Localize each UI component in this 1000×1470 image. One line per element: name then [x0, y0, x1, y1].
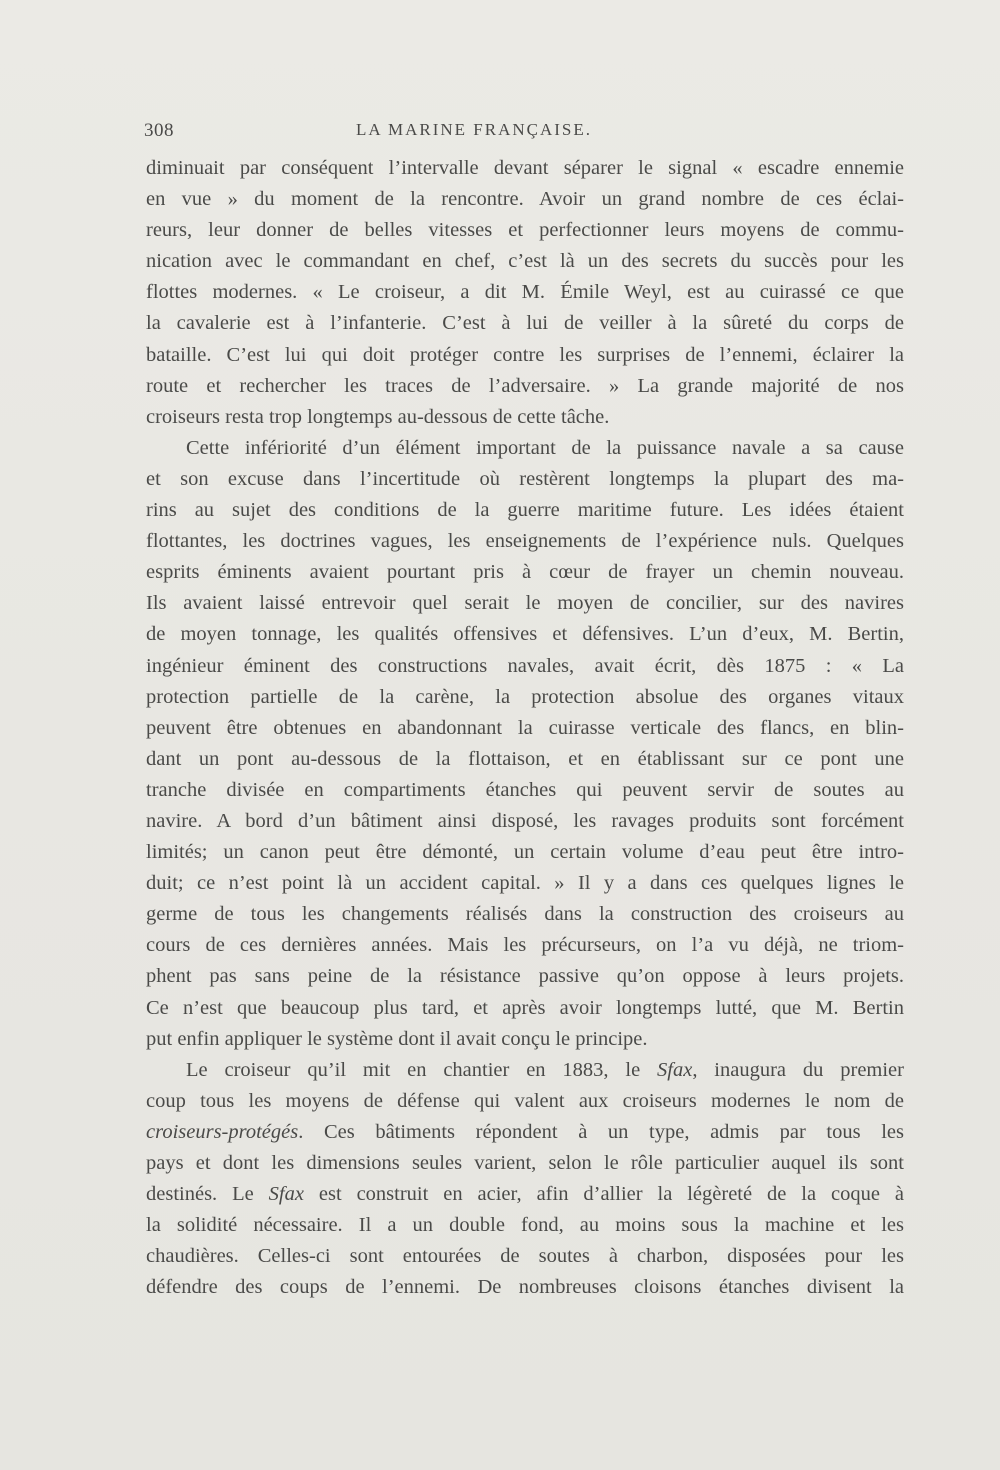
text-line: peuvent être obtenues en abandonnant la cuirasse verticale des flancs, en blin- [146, 716, 904, 739]
text-line: ingénieur éminent des constructions navales, avait écrit, dès 1875 : « La [146, 654, 904, 677]
text-line: protection partielle de la carène, la protection absolue des organes vitaux [146, 685, 904, 708]
text-line: Ce n’est que beaucoup plus tard, et après avoir longtemps lutté, que M. Bertin [146, 996, 904, 1019]
text-line: pays et dont les dimensions seules varient, selon le rôle particulier auquel ils sont [146, 1152, 904, 1174]
text-line: destinés. Le Sfax est construit en acier, afin d’allier la légèreté de la coque à [146, 1183, 904, 1206]
text-line: flottes modernes. « Le croiseur, a dit M. Émile Weyl, est au cuirassé ce que [146, 281, 904, 304]
text-line: de moyen tonnage, les qualités offensives et défensives. L’un d’eux, M. Bertin, [146, 623, 904, 646]
text-line: reurs, leur donner de belles vitesses et perfectionner leurs moyens de commu- [146, 219, 904, 242]
text-line: tranche divisée en compartiments étanches qui peuvent servir de soutes au [146, 778, 904, 801]
text-line: la cavalerie est à l’infanterie. C’est à lui de veiller à la sûreté du corps de [146, 312, 904, 335]
text-line: la solidité nécessaire. Il a un double fond, au moins sous la machine et les [146, 1214, 904, 1237]
text-line: en vue » du moment de la rencontre. Avoir un grand nombre de ces éclai- [146, 188, 904, 211]
text-line: navire. A bord d’un bâtiment ainsi disposé, les ravages produits sont forcément [146, 809, 904, 832]
text-line: Le croiseur qu’il mit en chantier en 1883, le Sfax, inaugura du premier [186, 1058, 904, 1081]
text-line: esprits éminents avaient pourtant pris à cœur de frayer un chemin nouveau. [146, 561, 904, 584]
text-line: coup tous les moyens de défense qui valent aux croiseurs modernes le nom de [146, 1089, 904, 1112]
text-line: rins au sujet des conditions de la guerre maritime future. Les idées étaient [146, 499, 904, 522]
text-line: dant un pont au-dessous de la flottaison, et en établissant sur ce pont une [146, 747, 904, 770]
text-line: germe de tous les changements réalisés dans la construction des croiseurs au [146, 903, 904, 926]
text-line: chaudières. Celles-ci sont entourées de soutes à charbon, disposées pour les [146, 1245, 904, 1268]
text-line: route et rechercher les traces de l’adversaire. » La grande majorité de nos [146, 374, 904, 397]
text-line: flottantes, les doctrines vagues, les enseignements de l’expérience nuls. Quelques [146, 530, 904, 553]
running-title: LA MARINE FRANÇAISE. [356, 120, 592, 139]
text-line: duit; ce n’est point là un accident capital. » Il y a dans ces quelques lignes le [146, 872, 904, 895]
text-line: limités; un canon peut être démonté, un certain volume d’eau peut être intro- [146, 841, 904, 864]
text-line: croiseurs-protégés. Ces bâtiments répondent à un type, admis par tous les [146, 1120, 904, 1143]
text-line: défendre des coups de l’ennemi. De nombreuses cloisons étanches divisent la [146, 1276, 904, 1299]
text-line: put enfin appliquer le système dont il avait conçu le principe. [146, 1027, 648, 1050]
text-line: et son excuse dans l’incertitude où restèrent longtemps la plupart des ma- [146, 467, 904, 490]
text-line: phent pas sans peine de la résistance passive qu’on oppose à leurs projets. [146, 965, 904, 988]
text-line: Ils avaient laissé entrevoir quel serait le moyen de concilier, sur des navires [146, 592, 904, 615]
text-line: cours de ces dernières années. Mais les précurseurs, on l’a vu déjà, ne triom- [146, 934, 904, 957]
text-line: bataille. C’est lui qui doit protéger contre les surprises de l’ennemi, éclairer la [146, 343, 904, 366]
body-text [146, 153, 904, 1303]
text-line: Cette infériorité d’un élément important de la puissance navale a sa cause [186, 436, 904, 459]
text-line: diminuait par conséquent l’intervalle devant séparer le signal « escadre ennemie [146, 157, 904, 179]
page-number: 308 [144, 120, 174, 141]
text-line: croiseurs resta trop longtemps au-dessous de cette tâche. [146, 405, 610, 428]
text-line: nication avec le commandant en chef, c’est là un des secrets du succès pour les [146, 250, 904, 273]
page-header [144, 120, 904, 146]
